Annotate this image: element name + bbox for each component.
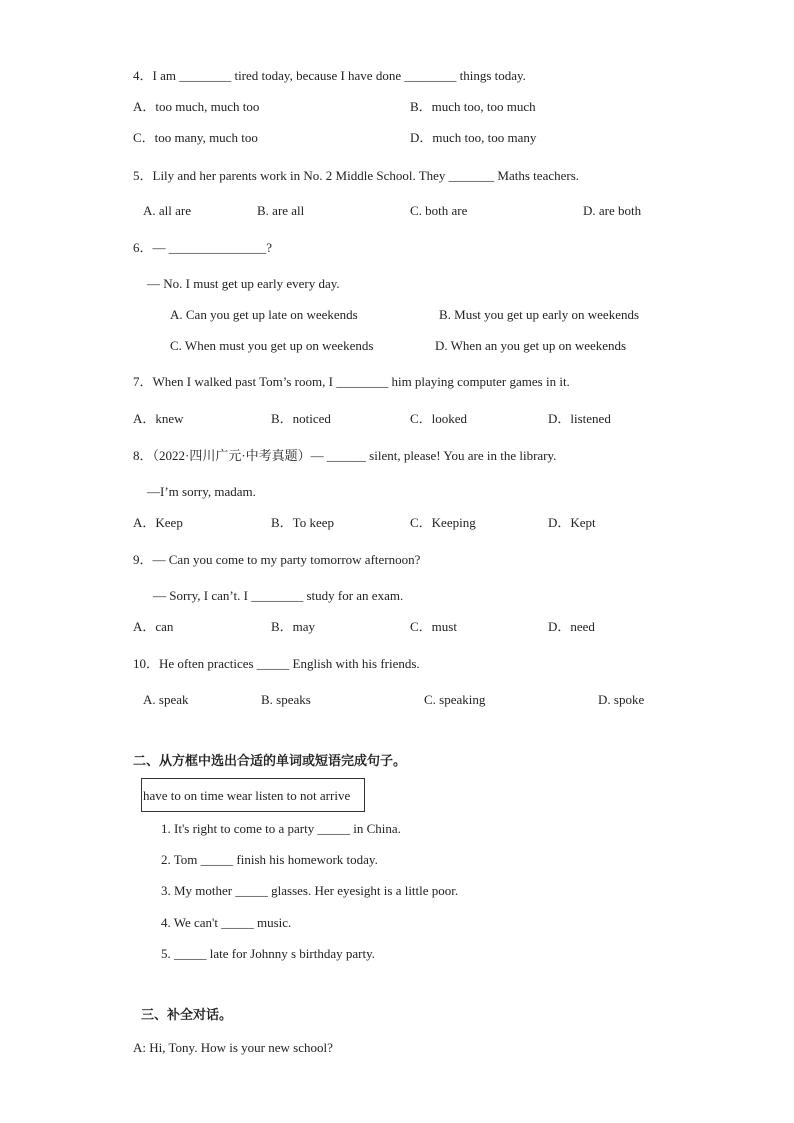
q5-option-a: A. all are [143, 203, 192, 218]
q6-answer-line: — No. I must get up early every day. [147, 276, 340, 291]
q4-stem: 4．I am ________ tired today, because I have done ________ things today. [133, 68, 526, 83]
q7-option-a: A．knew [133, 411, 184, 426]
q9-stem: 9．— Can you come to my party tomorrow afternoon? [133, 552, 421, 567]
part2-item-1: 1. It's right to come to a party _____ in China. [161, 821, 401, 836]
q7-option-b: B．noticed [271, 411, 331, 426]
section-two-heading: 二、从方框中选出合适的单词或短语完成句子。 [133, 754, 407, 769]
q9-answer-line: — Sorry, I can’t. I ________ study for an exam. [153, 588, 404, 603]
q7-stem: 7．When I walked past Tom’s room, I ________ him playing computer games in it. [133, 374, 570, 389]
q5-option-d: D. are both [583, 203, 642, 218]
q6-option-a: A. Can you get up late on weekends [170, 307, 358, 322]
q8-answer-line: —I’m sorry, madam. [147, 484, 256, 499]
q6-option-c: C. When must you get up on weekends [170, 338, 374, 353]
word-box [141, 778, 365, 812]
part2-item-3: 3. My mother _____ glasses. Her eyesight is a little poor. [161, 883, 459, 898]
q10-option-d: D. spoke [598, 692, 645, 707]
q4-option-c: C．too many, much too [133, 130, 258, 145]
q10-option-a: A. speak [143, 692, 189, 707]
q4-option-b: B．much too, too much [410, 99, 536, 114]
q9-option-c: C．must [410, 619, 457, 634]
q8-option-a: A．Keep [133, 515, 183, 530]
q8-option-d: D．Kept [548, 515, 596, 530]
q7-option-c: C．looked [410, 411, 468, 426]
q10-option-b: B. speaks [261, 692, 311, 707]
q5-option-c: C. both are [410, 203, 468, 218]
q5-stem: 5．Lily and her parents work in No. 2 Middle School. They _______ Maths teachers. [133, 168, 580, 183]
section-three-heading: 三、补全对话。 [141, 1008, 233, 1023]
q9-option-a: A．can [133, 619, 174, 634]
q9-option-d: D．need [548, 619, 595, 634]
word-box-text: have to on time wear listen to not arrive [143, 788, 351, 803]
q9-option-b: B．may [271, 619, 316, 634]
q8-option-b: B．To keep [271, 515, 334, 530]
q8-option-c: C．Keeping [410, 515, 476, 530]
q6-option-b: B. Must you get up early on weekends [439, 307, 640, 322]
q6-stem: 6．— _______________? [133, 240, 273, 255]
dialogue-line-1: A: Hi, Tony. How is your new school? [133, 1040, 333, 1055]
q8-stem: 8．（2022·四川广元·中考真题）— ______ silent, please! You are in the library. [133, 448, 557, 463]
q10-option-c: C. speaking [424, 692, 486, 707]
part2-item-4: 4. We can't _____ music. [161, 915, 292, 930]
q5-option-b: B. are all [257, 203, 305, 218]
q6-option-d: D. When an you get up on weekends [435, 338, 627, 353]
part2-item-2: 2. Tom _____ finish his homework today. [161, 852, 378, 867]
q4-option-a: A．too much, much too [133, 99, 260, 114]
q7-option-d: D．listened [548, 411, 611, 426]
q4-option-d: D．much too, too many [410, 130, 537, 145]
q10-stem: 10．He often practices _____ English with his friends. [133, 656, 420, 671]
part2-item-5: 5. _____ late for Johnny s birthday party. [161, 946, 375, 961]
